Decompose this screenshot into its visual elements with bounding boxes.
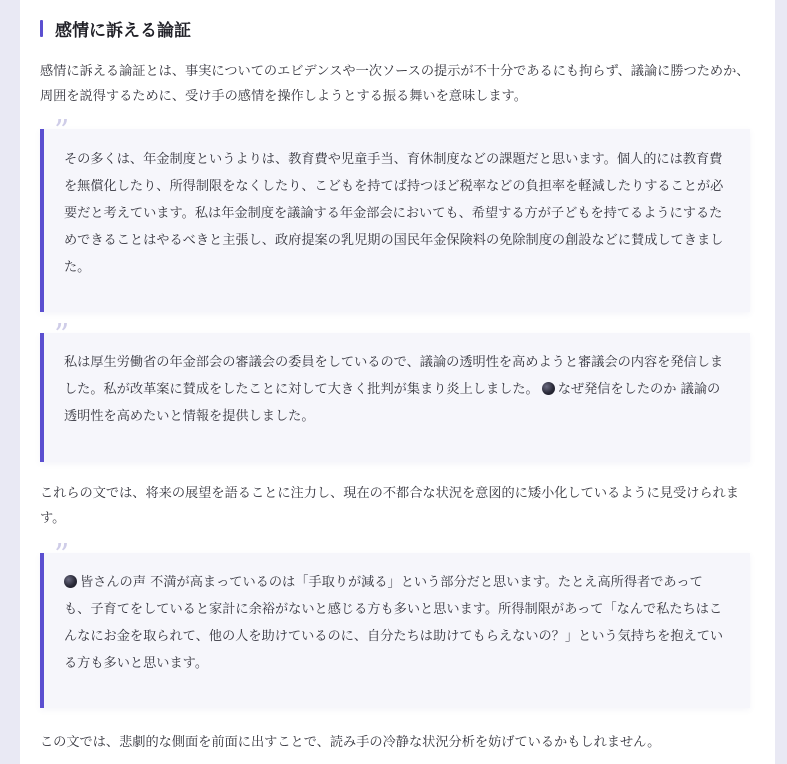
middle-paragraph: これらの文では、将来の展望を語ることに注力し、現在の不都合な状況を意図的に矮小化しているように見受けられます。 (40, 486, 739, 526)
blockquote-2 (40, 318, 750, 462)
heading-accent-bar (40, 20, 43, 37)
quote-mark-icon: ” (54, 318, 70, 353)
blockquote-1 (40, 114, 750, 312)
section-heading-text: 感情に訴える論証 (55, 20, 191, 41)
section-heading (40, 16, 191, 40)
blockquote-2-text (64, 349, 729, 430)
blockquote-2-text-before: 私は厚生労働省の年金部会の審議会の委員をしているので、議論の透明性を高めようと審議会の内容を発信しました。私が改革案に賛成をしたことに対して大きく批判が集まり炎上しました。 (64, 355, 724, 397)
article-card (20, 0, 775, 764)
quote-mark-icon: ” (54, 538, 70, 573)
blockquote-2-text-after: なぜ発信をしたのか 議論の透明性を高めたいと情報を提供しました。 (64, 382, 721, 424)
blockquote-3-text (64, 569, 729, 677)
blockquote-3-text-body: 皆さんの声 不満が高まっているのは「手取りが減る」という部分だと思います。たとえ高所得者であっても、子育てをしていると家計に余裕がないと感じる方も多いと思います。所得制限があって「なんで私たちはこんなにお金を取られて、他の人を助けているのに、自分たちは助けてもらえないの？」という気持ちを抱えている方も多いと思います。 (64, 575, 724, 671)
black-circle-icon (64, 575, 77, 588)
quote-mark-icon: ” (54, 114, 70, 149)
black-circle-icon (542, 382, 555, 395)
intro-paragraph: 感情に訴える論証とは、事実についてのエビデンスや一次ソースの提示が不十分であるにも拘らず、議論に勝つためか、周囲を説得するために、受け手の感情を操作しようとする振る舞いを意味します。 (40, 64, 750, 104)
blockquote-3 (40, 538, 750, 708)
conclusion-paragraph: この文では、悲劇的な側面を前面に出すことで、読み手の冷静な状況分析を妨げているかもしれません。 (40, 735, 661, 750)
blockquote-1-text: その多くは、年金制度というよりは、教育費や児童手当、育休制度などの課題だと思います。個人的には教育費を無償化したり、所得制限をなくしたり、こどもを持てば持つほど税率などの負担率を軽減したりすることが必要だと考えています。私は年金制度を議論する年金部会においても、希望する方が子どもを持てるようにするためできることはやるべきと主張し、政府提案の乳児期の国民年金保険料の免除制度の創設などに賛成してきました。 (64, 152, 724, 275)
